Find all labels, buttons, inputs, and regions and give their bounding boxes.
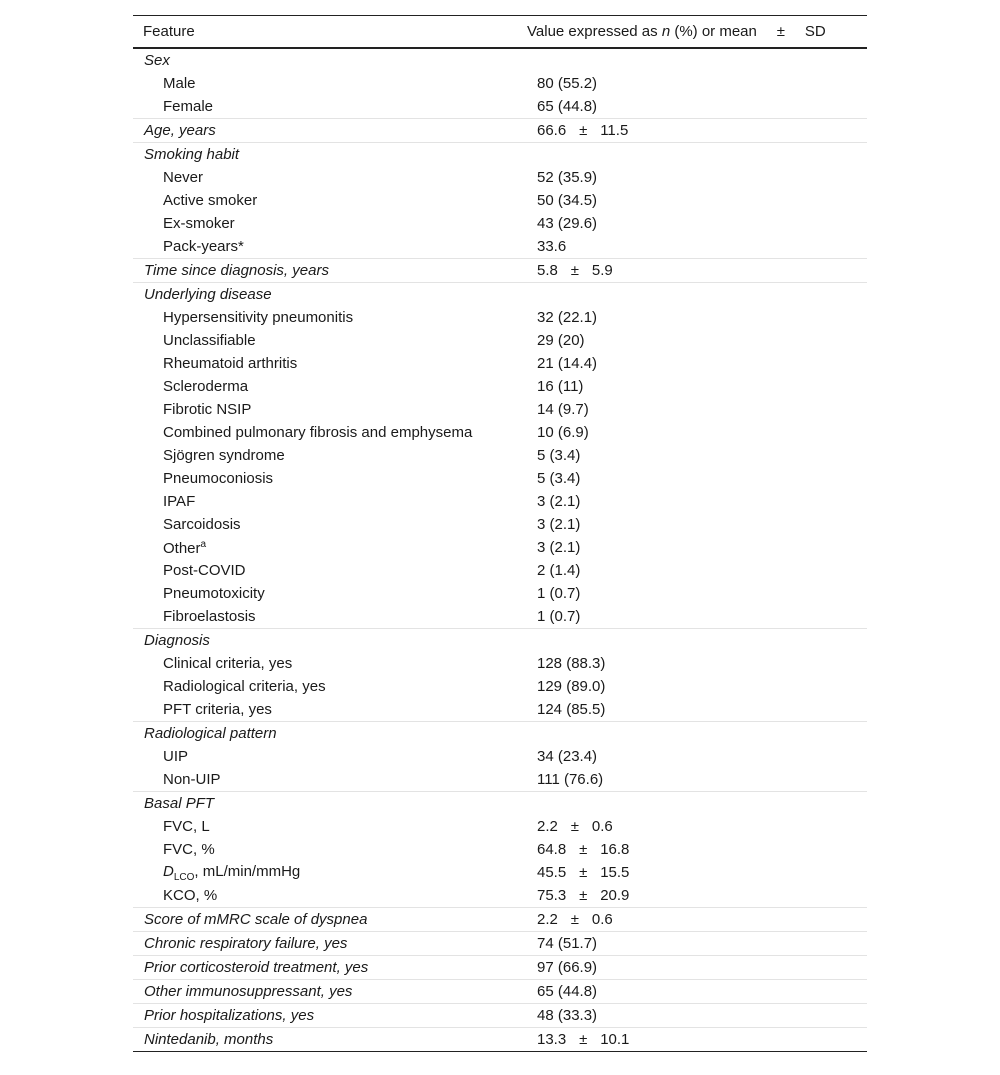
feature-cell [133,424,537,441]
feature-cell [133,959,537,976]
feature-label: Other [163,539,201,557]
feature-cell [133,75,537,92]
feature-cell [133,52,537,69]
table-row [133,536,867,559]
plus-minus-sign: ± [579,1031,588,1048]
feature-cell [133,585,537,602]
feature-label: Age, years [144,122,216,139]
feature-label: Female [163,98,214,115]
mean-value: 2.2 [537,911,558,928]
feature-label: Fibroelastosis [163,608,256,625]
section-row [133,1003,867,1027]
feature-cell [133,935,537,952]
table-row [133,352,867,375]
sd-value: 0.6 [591,818,613,835]
feature-cell [133,539,537,557]
feature-cell [133,122,537,139]
feature-label: Time since diagnosis, years [144,262,329,279]
value-cell: 111 (76.6) [537,771,604,788]
table-row [133,95,867,118]
value-cell: 80 (55.2) [537,75,598,92]
footnote-marker: a [200,538,207,550]
bottom-rule [133,1051,867,1052]
feature-cell [133,818,537,835]
feature-cell [133,841,537,858]
section-row [133,628,867,652]
section-row [133,791,867,815]
table-row [133,235,867,258]
feature-cell [133,516,537,533]
value-cell: 1 (0.7) [537,608,581,625]
plus-minus-sign: ± [579,122,588,139]
table-row [133,884,867,907]
feature-cell [133,983,537,1000]
feature-cell [133,562,537,579]
plus-minus-sign: ± [579,841,588,858]
feature-label: Pack-years* [163,238,244,255]
feature-cell [133,401,537,418]
value-cell: 3 (2.1) [537,539,581,556]
value-cell: 10 (6.9) [537,424,589,441]
mean-value: 2.2 [537,818,558,835]
feature-cell [133,911,537,928]
value-cell [537,911,867,928]
section-row [133,979,867,1003]
feature-label: Non-UIP [163,771,221,788]
table-row [133,444,867,467]
value-cell [537,818,867,835]
feature-label: FVC, % [163,841,215,858]
feature-label: Other immunosuppressant, yes [144,983,353,1000]
value-cell [537,262,867,279]
feature-label: Nintedanib, months [144,1031,274,1048]
feature-label: Male [163,75,196,92]
feature-cell [133,470,537,487]
feature-cell [133,678,537,695]
table-row [133,582,867,605]
value-cell: 1 (0.7) [537,585,581,602]
plus-minus-sign: ± [570,911,579,928]
feature-label: Radiological pattern [144,725,277,742]
header-feature: Feature [143,23,195,40]
feature-cell [133,1007,537,1024]
value-cell: 5 (3.4) [537,447,581,464]
feature-cell [133,863,537,883]
feature-label: Score of mMRC scale of dyspnea [144,911,368,928]
feature-label: Sjögren syndrome [163,447,285,464]
table-row [133,838,867,861]
plus-minus-sign: ± [579,864,588,881]
feature-label: Prior corticosteroid treatment, yes [144,959,369,976]
header-value-prefix: Value expressed as [527,23,662,40]
table-row [133,605,867,628]
header-pm: ± [776,23,785,40]
feature-label: Unclassifiable [163,332,256,349]
table-row [133,329,867,352]
feature-label: Active smoker [163,192,258,209]
feature-label: FVC, L [163,818,210,835]
feature-cell [133,493,537,510]
value-cell: 129 (89.0) [537,678,606,695]
table-row [133,559,867,582]
feature-label: Clinical criteria, yes [163,655,293,672]
feature-label: Scleroderma [163,378,249,395]
feature-cell [133,632,537,649]
header-value-n: n [661,23,671,40]
header-value [527,23,867,40]
feature-label: PFT criteria, yes [163,701,272,718]
feature-label: Smoking habit [144,146,240,163]
feature-cell [133,771,537,788]
value-cell [537,122,867,139]
feature-label: Sex [144,52,170,69]
mean-value: 66.6 [537,122,567,139]
table-row [133,72,867,95]
value-cell [537,864,867,881]
mean-value: 75.3 [537,887,567,904]
feature-label: Post-COVID [163,562,246,579]
section-row [133,118,867,142]
table-row [133,513,867,536]
feature-cell [133,146,537,163]
feature-cell [133,169,537,186]
feature-label: Chronic respiratory failure, yes [144,935,348,952]
plus-minus-sign: ± [570,818,579,835]
sd-value: 5.9 [591,262,613,279]
section-row [133,931,867,955]
feature-cell [133,192,537,209]
value-cell: 97 (66.9) [537,959,598,976]
value-cell: 128 (88.3) [537,655,606,672]
feature-label: Diagnosis [144,632,210,649]
feature-label: KCO, % [163,887,218,904]
value-cell: 5 (3.4) [537,470,581,487]
feature-cell [133,725,537,742]
feature-label: Sarcoidosis [163,516,241,533]
feature-label: Hypersensitivity pneumonitis [163,309,354,326]
value-cell: 124 (85.5) [537,701,606,718]
value-cell: 14 (9.7) [537,401,589,418]
table-row [133,467,867,490]
table-row [133,375,867,398]
feature-symbol: D [163,862,174,880]
feature-cell [133,608,537,625]
table-row [133,698,867,721]
value-cell: 74 (51.7) [537,935,598,952]
feature-label: Basal PFT [144,795,215,812]
feature-cell [133,447,537,464]
value-cell: 65 (44.8) [537,98,598,115]
value-cell: 32 (22.1) [537,309,598,326]
value-cell: 52 (35.9) [537,169,598,186]
mean-value: 45.5 [537,864,567,881]
feature-label: Fibrotic NSIP [163,401,252,418]
feature-label: IPAF [163,493,196,510]
value-cell: 33.6 [537,238,567,255]
table-row [133,398,867,421]
section-row [133,282,867,306]
feature-label: , mL/min/mmHg [194,862,301,880]
value-cell: 29 (20) [537,332,585,349]
mean-value: 64.8 [537,841,567,858]
table-row [133,421,867,444]
section-row [133,49,867,72]
table-row [133,652,867,675]
feature-label: Radiological criteria, yes [163,678,326,695]
feature-label: Rheumatoid arthritis [163,355,298,372]
feature-label: UIP [163,748,189,765]
value-cell: 48 (33.3) [537,1007,598,1024]
value-cell: 34 (23.4) [537,748,598,765]
value-cell: 50 (34.5) [537,192,598,209]
feature-label: Combined pulmonary fibrosis and emphysema [163,424,473,441]
feature-cell [133,378,537,395]
mean-value: 13.3 [537,1031,567,1048]
sd-value: 15.5 [600,864,630,881]
sd-value: 11.5 [600,122,629,139]
value-cell: 16 (11) [537,378,584,395]
table-row [133,490,867,513]
table-row [133,166,867,189]
section-row [133,142,867,166]
table-row [133,212,867,235]
feature-subscript: LCO [173,871,195,883]
feature-cell [133,215,537,232]
feature-label: Pneumoconiosis [163,470,274,487]
feature-cell [133,355,537,372]
feature-cell [133,701,537,718]
feature-label: Prior hospitalizations, yes [144,1007,315,1024]
sd-value: 16.8 [600,841,630,858]
value-cell: 43 (29.6) [537,215,598,232]
section-row [133,721,867,745]
table-row [133,768,867,791]
feature-cell [133,98,537,115]
table-row [133,745,867,768]
table-row [133,306,867,329]
value-cell: 3 (2.1) [537,516,581,533]
value-cell: 3 (2.1) [537,493,581,510]
feature-cell [133,887,537,904]
mean-value: 5.8 [537,262,558,279]
feature-label: Never [163,169,204,186]
value-cell: 21 (14.4) [537,355,598,372]
section-row [133,1027,867,1051]
feature-cell [133,748,537,765]
feature-cell [133,795,537,812]
sd-value: 10.1 [600,1031,630,1048]
table-row [133,861,867,884]
sd-value: 0.6 [591,911,613,928]
value-cell: 65 (44.8) [537,983,598,1000]
section-row [133,907,867,931]
feature-cell [133,655,537,672]
table-body [133,49,867,1051]
feature-cell [133,262,537,279]
plus-minus-sign: ± [579,887,588,904]
value-cell [537,841,867,858]
feature-label: Ex-smoker [163,215,235,232]
header-sd: SD [804,23,826,40]
table-row [133,815,867,838]
plus-minus-sign: ± [570,262,579,279]
sd-value: 20.9 [600,887,630,904]
feature-cell [133,332,537,349]
feature-cell [133,1031,537,1048]
feature-cell [133,286,537,303]
feature-label: Underlying disease [144,286,272,303]
value-cell: 2 (1.4) [537,562,581,579]
table-header [133,16,867,47]
section-row [133,955,867,979]
value-cell [537,887,867,904]
patient-characteristics-table [133,15,867,1052]
header-value-suffix: (%) or mean [670,23,757,40]
feature-label: Pneumotoxicity [163,585,265,602]
feature-cell [133,238,537,255]
value-cell [537,1031,867,1048]
feature-cell [133,309,537,326]
table-row [133,189,867,212]
section-row [133,258,867,282]
table-row [133,675,867,698]
